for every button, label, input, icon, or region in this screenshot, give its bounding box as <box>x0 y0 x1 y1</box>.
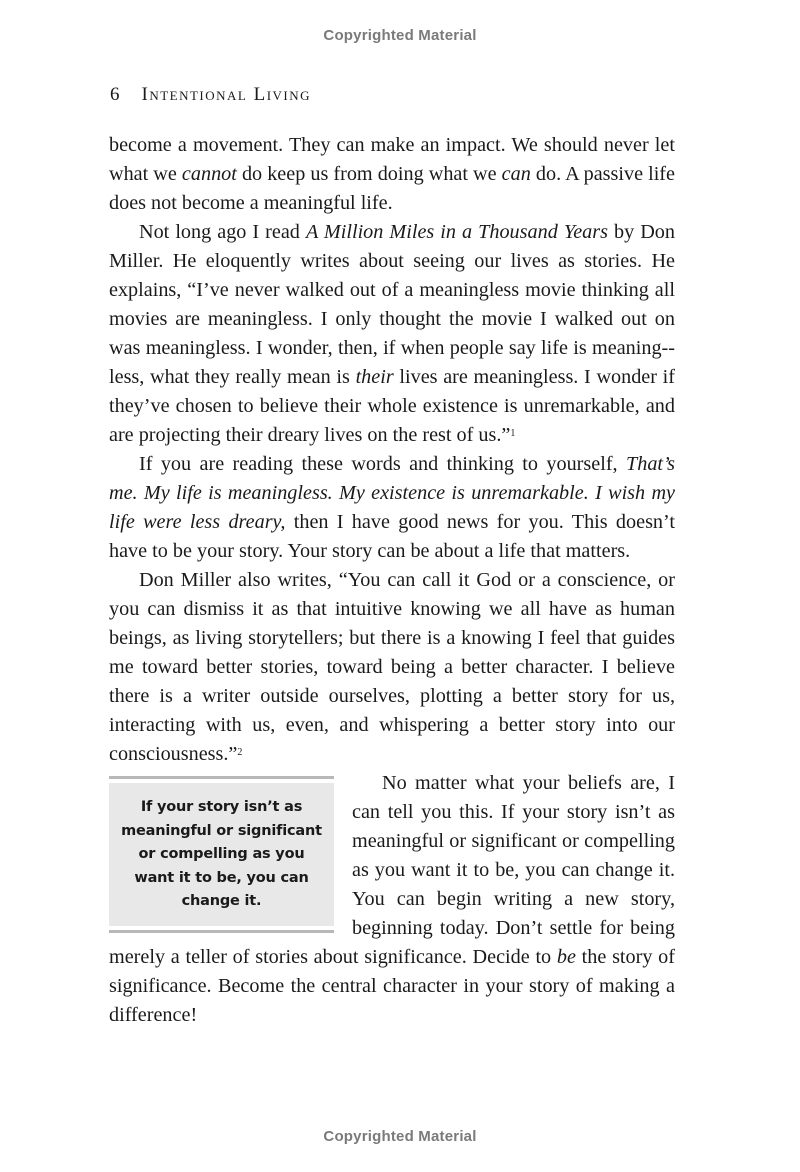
footnote-marker: 2 <box>237 747 243 758</box>
italic-text: A Million Miles in a Thousand Years <box>305 221 608 243</box>
text-run: If you are reading these words and thinking to yourself, <box>139 453 626 475</box>
pullquote-text: If your story isn’t as meaningful or significant or compelling as you want it to be, you can change it. <box>109 783 334 926</box>
copyright-watermark-top: Copyrighted Material <box>323 27 477 44</box>
paragraph <box>109 131 675 218</box>
running-head <box>110 84 311 106</box>
paragraph <box>109 218 675 450</box>
italic-text: That’s me. My life is meaningless. My existence is unremarkable. I wish my life were less dreary, <box>109 453 675 533</box>
copyright-watermark-bottom: Copyrighted Material <box>323 1128 477 1145</box>
text-run: do. A passive life does not become a meaningful life. <box>109 163 675 214</box>
pullquote <box>109 776 334 933</box>
text-run: Not long ago I read <box>139 221 306 243</box>
text-run: lives are meaningless. I wonder if they’ve chosen to believe their whole existence is unremarkable, and are projecting their dreary lives on the rest of us.” <box>109 366 675 446</box>
paragraph <box>109 566 675 769</box>
text-run: become a movement. They can make an impact. We should never let what we <box>109 134 675 185</box>
text-run: then I have good news for you. This doesn’t have to be your story. Your story can be about a life that matters. <box>109 511 675 562</box>
footnote-marker: 1 <box>510 428 516 439</box>
text-run: by Don Miller. He eloquently writes about seeing our lives as stories. He explains, “I’ve never walked out of a meaningless movie thinking all movies are meaningless. I only thought the movie I walked out on was meaningless. I wonder, then, if when people say life is meaning-less, what they really mean is <box>109 221 675 388</box>
text-run: do keep us from doing what we <box>236 163 502 185</box>
italic-text: cannot <box>181 163 237 185</box>
italic-text: be <box>556 946 576 968</box>
paragraph <box>109 450 675 566</box>
body-text <box>109 131 675 1030</box>
text-run: No matter what your beliefs are, I can tell you this. If your story isn’t as meaningful or significant or compelling as you want it to be, you can change it. You can begin writing a new story, beginning today. Don’t settle for being merely a teller of stories about significance. Decide to <box>109 772 675 968</box>
page-number: 6 <box>110 84 120 105</box>
book-title: Intentional Living <box>141 84 312 105</box>
italic-text: their <box>355 366 394 388</box>
italic-text: can <box>501 163 531 185</box>
text-run: the story of significance. Become the central character in your story of making a difference! <box>109 946 675 1026</box>
text-run: Don Miller also writes, “You can call it God or a conscience, or you can dismiss it as that intuitive knowing we all have as human beings, as living storytellers; but there is a knowing I feel that guides me toward better stories, toward being a better character. I believe there is a writer outside ourselves, plotting a better story for us, interacting with us, even, and whispering a better story into our consciousness.” <box>109 569 675 765</box>
